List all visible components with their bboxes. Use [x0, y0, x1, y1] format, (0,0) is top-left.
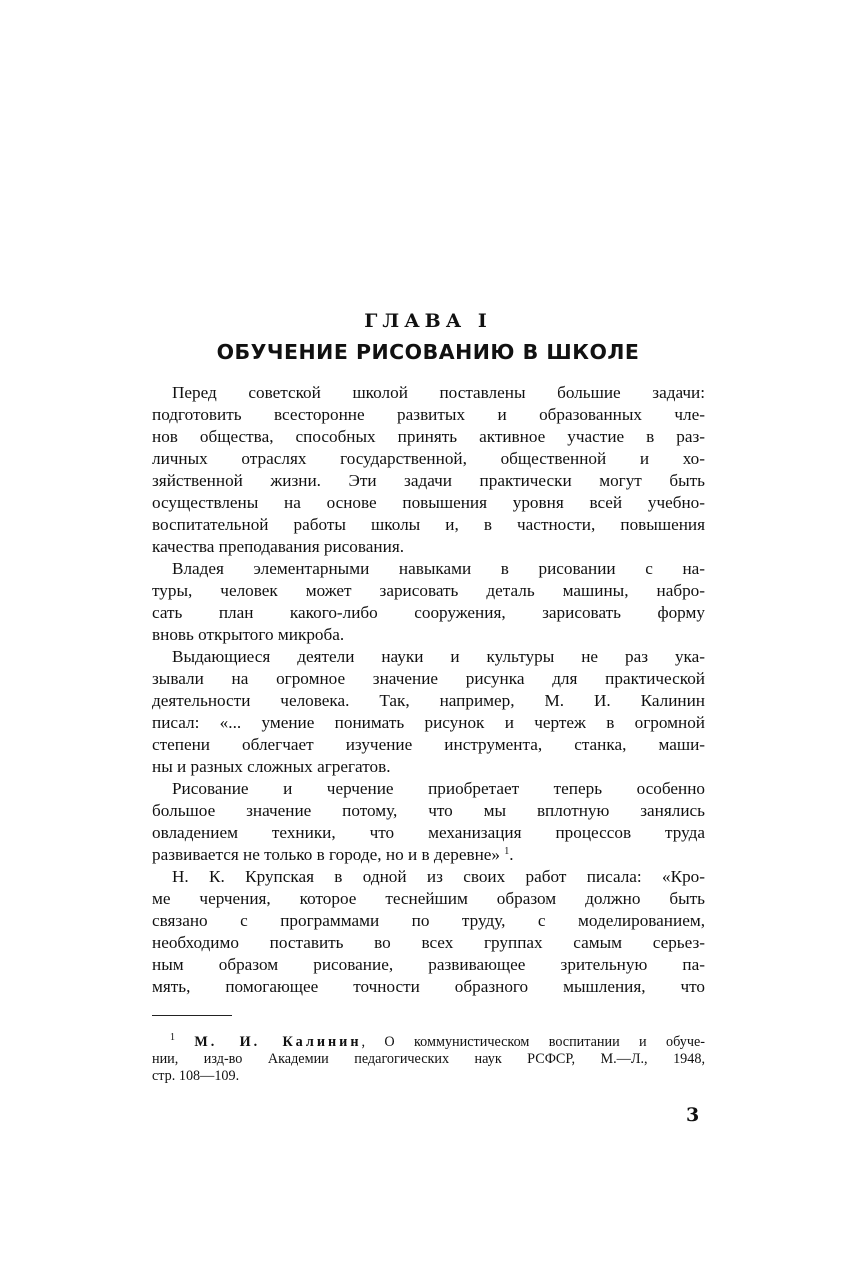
- text-line: ме черчения, которое теснейшим образом должно быть: [152, 889, 705, 908]
- text-line: осуществлены на основе повышения уровня всей учебно-: [152, 493, 705, 512]
- paragraph: [152, 646, 705, 778]
- footnote-marker: 1: [170, 1032, 175, 1043]
- footnote-line: нии, изд-во Академии педагогических наук РСФСР, М.—Л., 1948,: [152, 1051, 705, 1067]
- text-line: качества преподавания рисования.: [152, 537, 405, 556]
- paragraph: [152, 382, 705, 558]
- paragraph: [152, 778, 705, 866]
- footnote-reference[interactable]: 1: [504, 846, 510, 857]
- text-line: личных отраслях государственной, общественной и хо-: [152, 449, 705, 468]
- text-line: деятельности человека. Так, например, М. И. Калинин: [152, 691, 705, 710]
- text-line: зяйственной жизни. Эти задачи практически могут быть: [152, 471, 705, 490]
- text-line: большое значение потому, что мы вплотную занялись: [152, 801, 705, 820]
- text-line: сать план какого-либо сооружения, зарисовать форму: [152, 603, 705, 622]
- text-line: писал: «... умение понимать рисунок и чертеж в огромной: [152, 713, 705, 732]
- text-line: ным образом рисование, развивающее зрительную па-: [152, 955, 705, 974]
- footnote-line: стр. 108—109.: [152, 1068, 240, 1084]
- text-line: Рисование и черчение приобретает теперь особенно: [172, 779, 705, 798]
- footnote-line: [152, 1034, 705, 1051]
- text-line: Перед советской школой поставлены большие задачи:: [172, 383, 705, 402]
- text-fragment: развивается не только в городе, но и в деревне»: [152, 845, 500, 864]
- text-line: нов общества, способных принять активное участие в раз-: [152, 427, 705, 446]
- text-line: развивается не только в городе, но и в деревне» $^1$.: [152, 845, 514, 864]
- footnote-divider: [152, 1015, 232, 1016]
- paragraph: [152, 866, 705, 998]
- text-line: воспитательной работы школы и, в частности, повышения: [152, 515, 705, 534]
- body-text: [152, 382, 705, 998]
- text-line: мять, помогающее точности образного мышления, что: [152, 977, 705, 996]
- text-line: ны и разных сложных агрегатов.: [152, 757, 391, 776]
- footnotes: [152, 1034, 705, 1085]
- text-line: Выдающиеся деятели науки и культуры не раз ука-: [172, 647, 705, 666]
- text-line: туры, человек может зарисовать деталь машины, набро-: [152, 581, 705, 600]
- text-line: овладением техники, что механизация процессов труда: [152, 823, 705, 842]
- footnote-author: М. И. Калинин: [194, 1034, 362, 1050]
- paragraph: [152, 558, 705, 646]
- footnote-text: , О коммунистическом воспитании и обуче-: [361, 1034, 706, 1050]
- text-line: Владея элементарными навыками в рисовании с на-: [172, 559, 705, 578]
- text-line: связано с программами по труду, с моделированием,: [152, 911, 705, 930]
- text-line: степени облегчает изучение инструмента, станка, маши-: [152, 735, 705, 754]
- chapter-title: ОБУЧЕНИЕ РИСОВАНИЮ В ШКОЛЕ: [216, 340, 640, 364]
- text-line: зывали на огромное значение рисунка для практической: [152, 669, 705, 688]
- text-line: подготовить всесторонне развитых и образованных чле-: [152, 405, 705, 424]
- text-line: Н. К. Крупская в одной из своих работ писала: «Кро-: [172, 867, 705, 886]
- text-line: вновь открытого микроба.: [152, 625, 345, 644]
- chapter-label: ГЛАВА I: [364, 310, 492, 332]
- page-number: 3: [686, 1104, 700, 1126]
- text-line: необходимо поставить во всех группах самым серьез-: [152, 933, 705, 952]
